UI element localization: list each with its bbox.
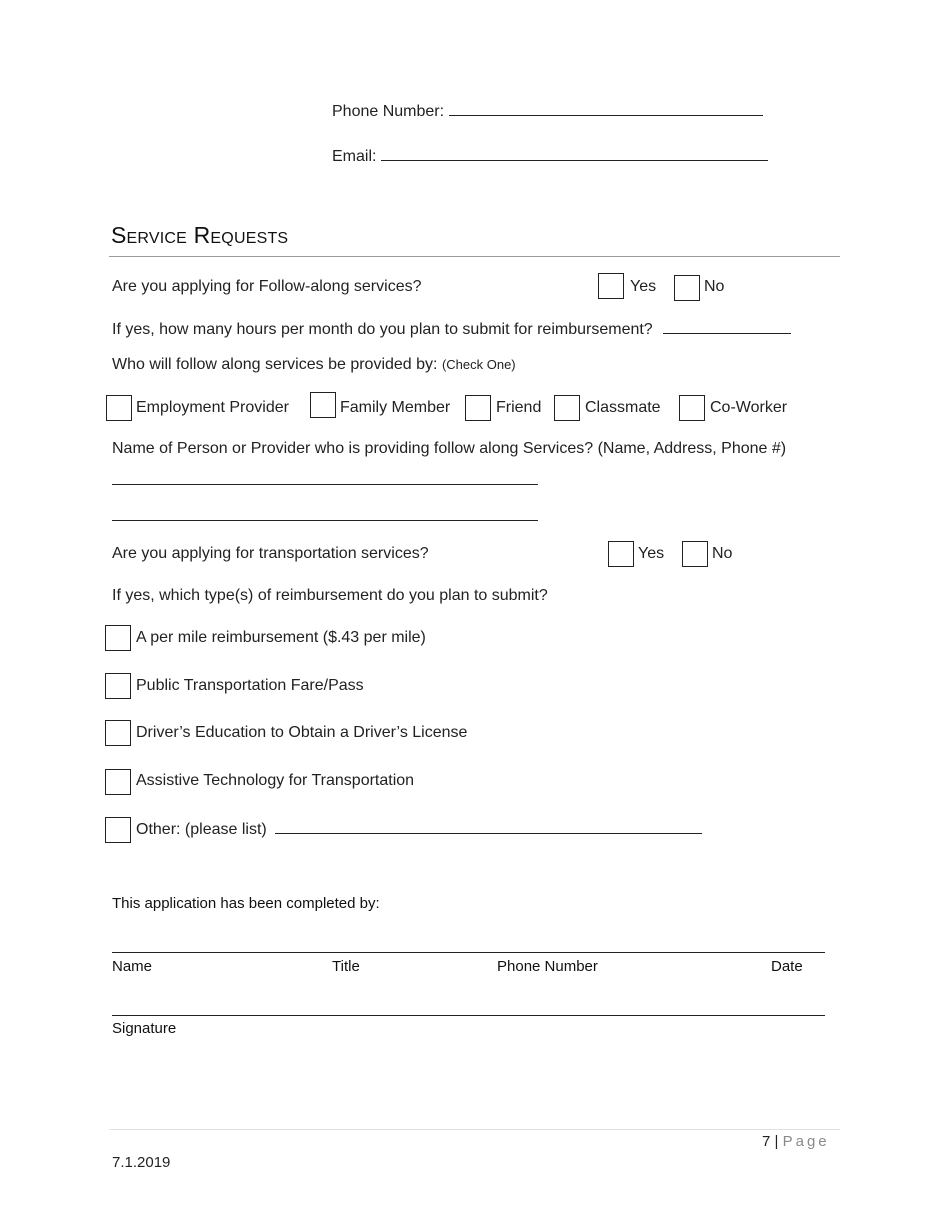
phone-number-blank[interactable] bbox=[449, 101, 763, 116]
other-label: Other: (please list) bbox=[136, 821, 267, 838]
option-classmate-label: Classmate bbox=[585, 399, 661, 416]
per-mile-label: A per mile reimbursement ($.43 per mile) bbox=[136, 629, 426, 646]
hours-blank[interactable] bbox=[663, 319, 791, 334]
phone-number-label: Phone Number: bbox=[332, 103, 445, 120]
transportation-yes-label: Yes bbox=[638, 545, 665, 562]
option-co-worker-label: Co-Worker bbox=[710, 399, 788, 416]
title-label: Title bbox=[332, 958, 360, 975]
phone-number-field[interactable] bbox=[332, 101, 763, 121]
provider-question: Who will follow along services be provided by: bbox=[112, 356, 438, 373]
email-blank[interactable] bbox=[381, 146, 768, 161]
public-transportation-label: Public Transportation Fare/Pass bbox=[136, 677, 364, 694]
provider-name-question: Name of Person or Provider who is providing follow along Services? (Name, Address, Phone #) bbox=[112, 440, 787, 457]
signature-label: Signature bbox=[112, 1020, 177, 1037]
follow-along-no-checkbox[interactable] bbox=[674, 275, 700, 301]
transportation-question: Are you applying for transportation services? bbox=[112, 545, 429, 562]
drivers-education-checkbox[interactable] bbox=[105, 720, 131, 746]
page-separator: | bbox=[774, 1133, 779, 1150]
option-co-worker-checkbox[interactable] bbox=[679, 395, 705, 421]
footer-date: 7.1.2019 bbox=[112, 1154, 171, 1171]
check-one-note: (Check One) bbox=[441, 357, 516, 372]
hours-question: If yes, how many hours per month do you plan to submit for reimbursement? bbox=[112, 321, 653, 338]
transportation-no-checkbox[interactable] bbox=[682, 541, 708, 567]
reimbursement-type-question: If yes, which type(s) of reimbursement do you plan to submit? bbox=[112, 587, 548, 604]
provider-name-line-1[interactable] bbox=[112, 484, 538, 485]
hours-question-row bbox=[112, 319, 791, 339]
public-transportation-checkbox[interactable] bbox=[105, 673, 131, 699]
follow-along-no-label: No bbox=[704, 278, 725, 295]
completer-info-line[interactable] bbox=[112, 952, 825, 953]
option-family-member-label: Family Member bbox=[340, 399, 451, 416]
drivers-education-label: Driver’s Education to Obtain a Driver’s License bbox=[136, 724, 468, 741]
option-employment-provider-checkbox[interactable] bbox=[106, 395, 132, 421]
per-mile-checkbox[interactable] bbox=[105, 625, 131, 651]
name-label: Name bbox=[112, 958, 153, 975]
completed-by-intro: This application has been completed by: bbox=[112, 895, 380, 912]
page-number: 7 bbox=[762, 1133, 771, 1150]
section-divider bbox=[109, 256, 840, 257]
provider-question-row bbox=[112, 356, 516, 374]
provider-name-line-2[interactable] bbox=[112, 520, 538, 521]
page-word: Page bbox=[782, 1133, 830, 1150]
other-field[interactable] bbox=[136, 819, 702, 839]
assistive-technology-checkbox[interactable] bbox=[105, 769, 131, 795]
email-label: Email: bbox=[332, 148, 377, 165]
option-classmate-checkbox[interactable] bbox=[554, 395, 580, 421]
signature-line[interactable] bbox=[112, 1015, 825, 1016]
assistive-technology-label: Assistive Technology for Transportation bbox=[136, 772, 415, 789]
page-number-footer bbox=[762, 1133, 830, 1150]
follow-along-yes-checkbox[interactable] bbox=[598, 273, 624, 299]
other-blank[interactable] bbox=[275, 819, 702, 834]
email-field[interactable] bbox=[332, 146, 768, 166]
phone-number-column-label: Phone Number bbox=[497, 958, 598, 975]
date-label: Date bbox=[771, 958, 803, 975]
footer-divider bbox=[109, 1129, 840, 1130]
follow-along-yes-label: Yes bbox=[630, 278, 657, 295]
option-employment-provider-label: Employment Provider bbox=[136, 399, 289, 416]
option-family-member-checkbox[interactable] bbox=[310, 392, 336, 418]
transportation-yes-checkbox[interactable] bbox=[608, 541, 634, 567]
option-friend-checkbox[interactable] bbox=[465, 395, 491, 421]
section-heading: Service Requests bbox=[111, 222, 289, 248]
transportation-no-label: No bbox=[712, 545, 733, 562]
option-friend-label: Friend bbox=[496, 399, 542, 416]
other-checkbox[interactable] bbox=[105, 817, 131, 843]
follow-along-question: Are you applying for Follow-along services? bbox=[112, 278, 422, 295]
